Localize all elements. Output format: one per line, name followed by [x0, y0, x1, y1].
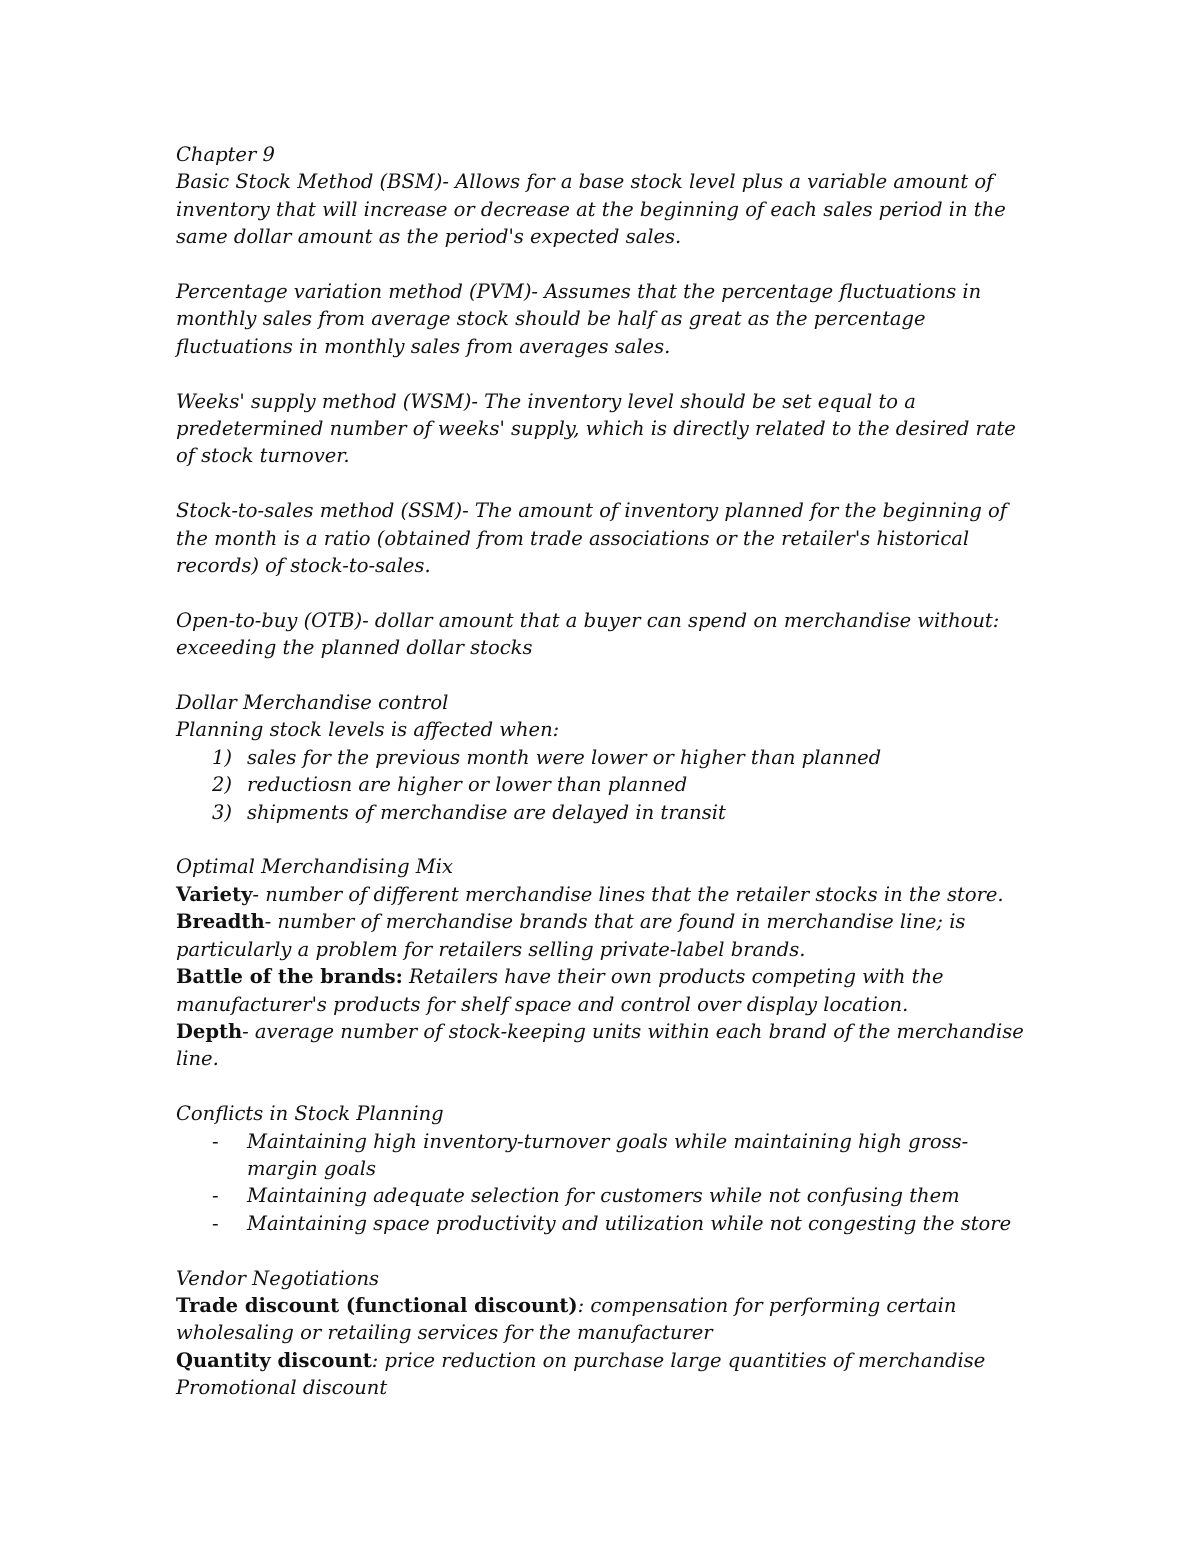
- list-item-text: reductiosn are higher or lower than planned: [247, 773, 688, 797]
- definition-text: : compensation for performing certain wholesaling or retailing services for the manufacturer: [176, 1293, 957, 1345]
- list-item: [176, 771, 1036, 798]
- definition-term: Breadth: [176, 910, 265, 934]
- variety-definition: [176, 881, 1036, 908]
- definition-term: Battle of the brands:: [176, 965, 403, 989]
- breadth-definition: [176, 908, 1036, 963]
- list-item-text: Maintaining high inventory-turnover goals while maintaining high gross-margin goals: [247, 1129, 969, 1180]
- definition-text: Retailers have their own products competing with the manufacturer's products for shelf space and control over display location.: [176, 965, 944, 1016]
- document-body: [176, 141, 1036, 1402]
- bsm-paragraph: Basic Stock Method (BSM)- Allows for a base stock level plus a variable amount of inventory that will increase or decrease at the beginning of each sales period in the same dollar amount as the period's expected sales.: [176, 170, 1006, 249]
- definition-text: : price reduction on purchase large quantities of merchandise: [371, 1348, 986, 1372]
- conflicts-list: [176, 1128, 1036, 1238]
- list-item: [176, 799, 1036, 826]
- list-item: [176, 1182, 1036, 1209]
- list-item: [176, 744, 1036, 771]
- list-number: 3): [212, 800, 233, 824]
- spacer: [176, 579, 1036, 606]
- definition-text: - number of merchandise brands that are found in merchandise line; is particularly a problem for retailers selling private-label brands.: [176, 910, 966, 961]
- list-number: 2): [212, 773, 233, 797]
- otb-paragraph: Open-to-buy (OTB)- dollar amount that a buyer can spend on merchandise without: exceeding the planned dollar stocks: [176, 608, 1000, 660]
- spacer: [176, 251, 1036, 278]
- depth-definition: [176, 1018, 1036, 1073]
- dash-bullet: -: [212, 1184, 219, 1208]
- optimal-mix-heading: Optimal Merchandising Mix: [176, 855, 453, 879]
- list-number: 1): [212, 745, 233, 769]
- dollar-control-subheading: Planning stock levels is affected when:: [176, 718, 560, 742]
- definition-text: - number of different merchandise lines that the retailer stocks in the store.: [252, 882, 1004, 906]
- trade-discount-definition: [176, 1292, 1036, 1347]
- promotional-discount-line: Promotional discount: [176, 1376, 388, 1400]
- spacer: [176, 1073, 1036, 1100]
- spacer: [176, 1237, 1036, 1264]
- dollar-control-heading: Dollar Merchandise control: [176, 691, 449, 715]
- list-item-text: sales for the previous month were lower or higher than planned: [247, 745, 882, 769]
- list-item-text: shipments of merchandise are delayed in transit: [247, 800, 726, 824]
- list-item: [176, 1128, 1036, 1183]
- pvm-paragraph: Percentage variation method (PVM)- Assumes that the percentage fluctuations in monthly sales from average stock should be half as great as the percentage fluctuations in monthly sales from averages sales.: [176, 280, 982, 358]
- definition-term: Variety: [176, 882, 253, 906]
- spacer: [176, 360, 1036, 387]
- dash-bullet: -: [212, 1129, 219, 1153]
- list-item-text: Maintaining adequate selection for customers while not confusing them: [247, 1184, 960, 1208]
- dollar-control-list: [176, 744, 1036, 826]
- definition-text: - average number of stock-keeping units within each brand of the merchandise line.: [176, 1019, 1024, 1071]
- battle-of-brands-definition: [176, 963, 1036, 1018]
- vendor-heading: Vendor Negotiations: [176, 1266, 380, 1290]
- definition-term: Quantity discount: [176, 1348, 372, 1372]
- quantity-discount-definition: [176, 1347, 1036, 1374]
- chapter-title: Chapter 9: [176, 143, 275, 166]
- list-item: [176, 1210, 1036, 1237]
- dash-bullet: -: [212, 1211, 219, 1235]
- list-item-text: Maintaining space productivity and utilization while not congesting the store: [247, 1211, 1012, 1235]
- spacer: [176, 662, 1036, 689]
- definition-term: Trade discount (functional discount): [176, 1293, 578, 1317]
- wsm-paragraph: Weeks' supply method (WSM)- The inventory level should be set equal to a predetermined number of weeks' supply, which is directly related to the desired rate of stock turnover.: [176, 389, 1016, 468]
- spacer: [176, 470, 1036, 497]
- ssm-paragraph: Stock-to-sales method (SSM)- The amount of inventory planned for the beginning of the month is a ratio (obtained from trade associations or the retailer's historical records) of stock-to-sales.: [176, 499, 1007, 578]
- conflicts-heading: Conflicts in Stock Planning: [176, 1102, 444, 1126]
- spacer: [176, 826, 1036, 853]
- definition-term: Depth: [176, 1019, 243, 1043]
